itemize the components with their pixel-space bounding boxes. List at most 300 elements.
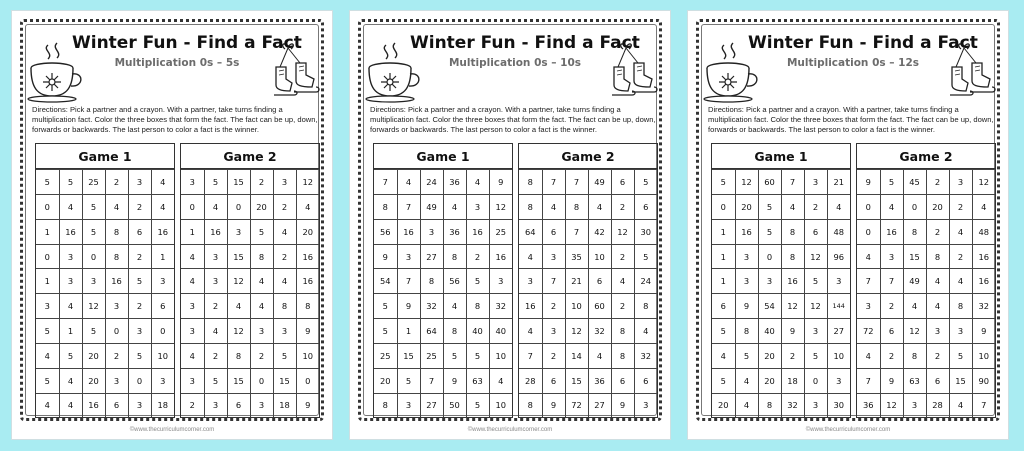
grid-cell[interactable]: 3 — [128, 393, 151, 417]
grid-cell[interactable]: 7 — [565, 170, 588, 195]
grid-cell[interactable]: 3 — [542, 244, 565, 269]
grid-cell[interactable]: 8 — [565, 194, 588, 219]
grid-cell[interactable]: 10 — [588, 244, 611, 269]
grid-cell[interactable]: 10 — [151, 344, 174, 369]
grid-cell[interactable]: 4 — [489, 368, 512, 393]
grid-cell[interactable]: 20 — [758, 368, 781, 393]
grid-cell[interactable]: 3 — [857, 294, 880, 319]
grid-cell[interactable]: 9 — [735, 294, 758, 319]
grid-cell[interactable]: 6 — [611, 170, 634, 195]
grid-cell[interactable]: 8 — [519, 194, 542, 219]
grid-cell[interactable]: 5 — [804, 344, 827, 369]
grid-cell[interactable]: 2 — [105, 170, 128, 195]
grid-cell[interactable]: 4 — [972, 194, 995, 219]
grid-cell[interactable]: 2 — [128, 194, 151, 219]
grid-cell[interactable]: 3 — [827, 269, 850, 294]
grid-cell[interactable]: 0 — [128, 368, 151, 393]
grid-cell[interactable]: 48 — [827, 219, 850, 244]
grid-cell[interactable]: 16 — [972, 269, 995, 294]
grid-cell[interactable]: 6 — [128, 219, 151, 244]
grid-cell[interactable]: 5 — [59, 344, 82, 369]
grid-cell[interactable]: 10 — [296, 344, 319, 369]
grid-cell[interactable]: 9 — [397, 294, 420, 319]
grid-cell[interactable]: 4 — [949, 393, 972, 417]
grid-cell[interactable]: 4 — [204, 194, 227, 219]
grid-cell[interactable]: 4 — [634, 319, 657, 344]
grid-cell[interactable]: 4 — [59, 368, 82, 393]
grid-cell[interactable]: 15 — [565, 368, 588, 393]
grid-cell[interactable]: 4 — [857, 344, 880, 369]
grid-cell[interactable]: 8 — [296, 294, 319, 319]
grid-cell[interactable]: 16 — [489, 244, 512, 269]
grid-cell[interactable]: 8 — [735, 319, 758, 344]
grid-cell[interactable]: 0 — [758, 244, 781, 269]
grid-cell[interactable]: 4 — [903, 294, 926, 319]
grid-cell[interactable]: 28 — [519, 368, 542, 393]
grid-cell[interactable]: 4 — [926, 269, 949, 294]
grid-cell[interactable]: 0 — [857, 194, 880, 219]
grid-cell[interactable]: 2 — [926, 219, 949, 244]
grid-cell[interactable]: 3 — [489, 269, 512, 294]
grid-cell[interactable]: 5 — [128, 344, 151, 369]
grid-cell[interactable]: 42 — [588, 219, 611, 244]
grid-cell[interactable]: 5 — [466, 344, 489, 369]
grid-cell[interactable]: 4 — [735, 393, 758, 417]
grid-cell[interactable]: 21 — [565, 269, 588, 294]
grid-cell[interactable]: 5 — [250, 219, 273, 244]
grid-cell[interactable]: 4 — [250, 294, 273, 319]
grid-cell[interactable]: 5 — [204, 170, 227, 195]
grid-cell[interactable]: 12 — [227, 319, 250, 344]
grid-cell[interactable]: 5 — [443, 344, 466, 369]
grid-cell[interactable]: 6 — [105, 393, 128, 417]
grid-cell[interactable]: 7 — [857, 269, 880, 294]
grid-cell[interactable]: 16 — [781, 269, 804, 294]
grid-cell[interactable]: 1 — [36, 269, 59, 294]
grid-cell[interactable]: 3 — [36, 294, 59, 319]
grid-cell[interactable]: 6 — [634, 194, 657, 219]
grid-cell[interactable]: 1 — [712, 244, 735, 269]
grid-cell[interactable]: 7 — [420, 368, 443, 393]
grid-cell[interactable]: 2 — [611, 294, 634, 319]
grid-cell[interactable]: 3 — [105, 368, 128, 393]
grid-cell[interactable]: 24 — [420, 170, 443, 195]
grid-cell[interactable]: 60 — [588, 294, 611, 319]
grid-cell[interactable]: 4 — [781, 194, 804, 219]
grid-cell[interactable]: 12 — [804, 244, 827, 269]
grid-cell[interactable]: 2 — [880, 344, 903, 369]
grid-cell[interactable]: 49 — [588, 170, 611, 195]
grid-cell[interactable]: 5 — [804, 269, 827, 294]
grid-cell[interactable]: 20 — [374, 368, 397, 393]
grid-cell[interactable]: 3 — [519, 269, 542, 294]
grid-cell[interactable]: 14 — [565, 344, 588, 369]
grid-cell[interactable]: 54 — [758, 294, 781, 319]
grid-cell[interactable]: 63 — [466, 368, 489, 393]
grid-cell[interactable]: 4 — [181, 244, 204, 269]
grid-cell[interactable]: 18 — [781, 368, 804, 393]
grid-cell[interactable]: 1 — [151, 244, 174, 269]
grid-cell[interactable]: 40 — [466, 319, 489, 344]
grid-cell[interactable]: 3 — [804, 319, 827, 344]
grid-cell[interactable]: 4 — [273, 219, 296, 244]
grid-cell[interactable]: 8 — [250, 244, 273, 269]
grid-cell[interactable]: 6 — [227, 393, 250, 417]
grid-cell[interactable]: 8 — [926, 244, 949, 269]
grid-cell[interactable]: 5 — [758, 219, 781, 244]
grid-cell[interactable]: 9 — [374, 244, 397, 269]
grid-cell[interactable]: 15 — [227, 170, 250, 195]
grid-cell[interactable]: 16 — [204, 219, 227, 244]
grid-cell[interactable]: 0 — [36, 194, 59, 219]
grid-cell[interactable]: 4 — [949, 269, 972, 294]
grid-cell[interactable]: 8 — [611, 319, 634, 344]
grid-cell[interactable]: 20 — [250, 194, 273, 219]
grid-cell[interactable]: 0 — [82, 244, 105, 269]
grid-cell[interactable]: 12 — [489, 194, 512, 219]
grid-cell[interactable]: 3 — [397, 393, 420, 417]
grid-cell[interactable]: 3 — [949, 319, 972, 344]
grid-cell[interactable]: 3 — [903, 393, 926, 417]
grid-cell[interactable]: 0 — [181, 194, 204, 219]
grid-cell[interactable]: 15 — [227, 244, 250, 269]
grid-cell[interactable]: 36 — [443, 219, 466, 244]
grid-cell[interactable]: 25 — [420, 344, 443, 369]
grid-cell[interactable]: 2 — [204, 294, 227, 319]
grid-cell[interactable]: 5 — [949, 344, 972, 369]
grid-cell[interactable]: 4 — [296, 194, 319, 219]
grid-cell[interactable]: 5 — [397, 368, 420, 393]
grid-cell[interactable]: 7 — [542, 269, 565, 294]
grid-cell[interactable]: 10 — [972, 344, 995, 369]
grid-cell[interactable]: 16 — [296, 269, 319, 294]
grid-cell[interactable]: 24 — [634, 269, 657, 294]
grid-cell[interactable]: 16 — [735, 219, 758, 244]
grid-cell[interactable]: 32 — [781, 393, 804, 417]
grid-cell[interactable]: 2 — [273, 194, 296, 219]
grid-cell[interactable]: 12 — [82, 294, 105, 319]
grid-cell[interactable]: 9 — [542, 393, 565, 417]
grid-cell[interactable]: 1 — [59, 319, 82, 344]
grid-cell[interactable]: 2 — [250, 170, 273, 195]
grid-cell[interactable]: 1 — [36, 219, 59, 244]
grid-cell[interactable]: 16 — [519, 294, 542, 319]
grid-cell[interactable]: 64 — [420, 319, 443, 344]
grid-cell[interactable]: 36 — [443, 170, 466, 195]
grid-cell[interactable]: 32 — [972, 294, 995, 319]
grid-cell[interactable]: 3 — [59, 269, 82, 294]
grid-cell[interactable]: 3 — [227, 219, 250, 244]
grid-cell[interactable]: 4 — [227, 294, 250, 319]
grid-cell[interactable]: 15 — [273, 368, 296, 393]
grid-cell[interactable]: 2 — [949, 194, 972, 219]
grid-cell[interactable]: 50 — [443, 393, 466, 417]
grid-cell[interactable]: 3 — [151, 269, 174, 294]
grid-cell[interactable]: 8 — [949, 294, 972, 319]
grid-cell[interactable]: 8 — [466, 294, 489, 319]
grid-cell[interactable]: 3 — [105, 294, 128, 319]
grid-cell[interactable]: 25 — [489, 219, 512, 244]
grid-cell[interactable]: 12 — [296, 170, 319, 195]
grid-cell[interactable]: 2 — [926, 170, 949, 195]
grid-cell[interactable]: 18 — [151, 393, 174, 417]
grid-cell[interactable]: 6 — [588, 269, 611, 294]
grid-cell[interactable]: 4 — [466, 170, 489, 195]
grid-cell[interactable]: 3 — [181, 368, 204, 393]
grid-cell[interactable]: 40 — [758, 319, 781, 344]
grid-cell[interactable]: 4 — [926, 294, 949, 319]
grid-cell[interactable]: 6 — [611, 368, 634, 393]
grid-cell[interactable]: 8 — [903, 219, 926, 244]
grid-cell[interactable]: 64 — [519, 219, 542, 244]
grid-cell[interactable]: 56 — [374, 219, 397, 244]
grid-cell[interactable]: 6 — [804, 219, 827, 244]
grid-cell[interactable]: 5 — [634, 244, 657, 269]
grid-cell[interactable]: 4 — [542, 194, 565, 219]
grid-cell[interactable]: 72 — [565, 393, 588, 417]
grid-cell[interactable]: 20 — [735, 194, 758, 219]
grid-cell[interactable]: 2 — [804, 194, 827, 219]
grid-cell[interactable]: 3 — [181, 319, 204, 344]
grid-cell[interactable]: 9 — [296, 393, 319, 417]
grid-cell[interactable]: 7 — [397, 269, 420, 294]
grid-cell[interactable]: 3 — [827, 368, 850, 393]
grid-cell[interactable]: 0 — [903, 194, 926, 219]
grid-cell[interactable]: 2 — [250, 344, 273, 369]
grid-cell[interactable]: 12 — [611, 219, 634, 244]
grid-cell[interactable]: 4 — [151, 170, 174, 195]
grid-cell[interactable]: 3 — [880, 244, 903, 269]
grid-cell[interactable]: 12 — [735, 170, 758, 195]
grid-cell[interactable]: 4 — [105, 194, 128, 219]
grid-cell[interactable]: 8 — [781, 219, 804, 244]
grid-cell[interactable]: 28 — [926, 393, 949, 417]
grid-cell[interactable]: 54 — [374, 269, 397, 294]
grid-cell[interactable]: 9 — [489, 170, 512, 195]
grid-cell[interactable]: 20 — [712, 393, 735, 417]
grid-cell[interactable]: 2 — [949, 244, 972, 269]
grid-cell[interactable]: 72 — [857, 319, 880, 344]
grid-cell[interactable]: 4 — [273, 269, 296, 294]
grid-cell[interactable]: 16 — [151, 219, 174, 244]
grid-cell[interactable]: 15 — [903, 244, 926, 269]
grid-cell[interactable]: 5 — [374, 294, 397, 319]
grid-cell[interactable]: 10 — [565, 294, 588, 319]
grid-cell[interactable]: 90 — [972, 368, 995, 393]
grid-cell[interactable]: 4 — [36, 344, 59, 369]
grid-cell[interactable]: 25 — [374, 344, 397, 369]
grid-cell[interactable]: 3 — [204, 393, 227, 417]
grid-cell[interactable]: 0 — [105, 319, 128, 344]
grid-cell[interactable]: 5 — [128, 269, 151, 294]
grid-cell[interactable]: 35 — [565, 244, 588, 269]
grid-cell[interactable]: 20 — [82, 344, 105, 369]
grid-cell[interactable]: 48 — [972, 219, 995, 244]
grid-cell[interactable]: 8 — [758, 393, 781, 417]
grid-cell[interactable]: 12 — [903, 319, 926, 344]
grid-cell[interactable]: 7 — [397, 194, 420, 219]
grid-cell[interactable]: 16 — [296, 244, 319, 269]
grid-cell[interactable]: 2 — [926, 344, 949, 369]
grid-cell[interactable]: 2 — [128, 294, 151, 319]
grid-cell[interactable]: 12 — [227, 269, 250, 294]
grid-cell[interactable]: 27 — [827, 319, 850, 344]
grid-cell[interactable]: 8 — [443, 319, 466, 344]
grid-cell[interactable]: 3 — [949, 170, 972, 195]
grid-cell[interactable]: 4 — [712, 344, 735, 369]
grid-cell[interactable]: 18 — [273, 393, 296, 417]
grid-cell[interactable]: 9 — [296, 319, 319, 344]
grid-cell[interactable]: 0 — [296, 368, 319, 393]
grid-cell[interactable]: 3 — [204, 269, 227, 294]
grid-cell[interactable]: 5 — [735, 344, 758, 369]
grid-cell[interactable]: 0 — [151, 319, 174, 344]
grid-cell[interactable]: 36 — [857, 393, 880, 417]
grid-cell[interactable]: 20 — [758, 344, 781, 369]
grid-cell[interactable]: 4 — [735, 368, 758, 393]
grid-cell[interactable]: 4 — [204, 319, 227, 344]
grid-cell[interactable]: 9 — [857, 170, 880, 195]
grid-cell[interactable]: 8 — [903, 344, 926, 369]
grid-cell[interactable]: 30 — [827, 393, 850, 417]
grid-cell[interactable]: 3 — [758, 269, 781, 294]
grid-cell[interactable]: 8 — [273, 294, 296, 319]
grid-cell[interactable]: 3 — [735, 269, 758, 294]
grid-cell[interactable]: 6 — [880, 319, 903, 344]
grid-cell[interactable]: 49 — [903, 269, 926, 294]
grid-cell[interactable]: 4 — [59, 194, 82, 219]
grid-cell[interactable]: 32 — [588, 319, 611, 344]
grid-cell[interactable]: 4 — [59, 294, 82, 319]
grid-cell[interactable]: 3 — [397, 244, 420, 269]
grid-cell[interactable]: 0 — [227, 194, 250, 219]
grid-cell[interactable]: 12 — [565, 319, 588, 344]
grid-cell[interactable]: 15 — [227, 368, 250, 393]
grid-cell[interactable]: 4 — [880, 194, 903, 219]
grid-cell[interactable]: 27 — [420, 244, 443, 269]
grid-cell[interactable]: 3 — [273, 170, 296, 195]
grid-cell[interactable]: 32 — [420, 294, 443, 319]
grid-cell[interactable]: 15 — [397, 344, 420, 369]
grid-cell[interactable]: 2 — [611, 194, 634, 219]
grid-cell[interactable]: 7 — [857, 368, 880, 393]
grid-cell[interactable]: 8 — [374, 194, 397, 219]
grid-cell[interactable]: 7 — [781, 170, 804, 195]
grid-cell[interactable]: 5 — [712, 170, 735, 195]
grid-cell[interactable]: 4 — [250, 269, 273, 294]
grid-cell[interactable]: 16 — [59, 219, 82, 244]
grid-cell[interactable]: 12 — [804, 294, 827, 319]
grid-cell[interactable]: 5 — [82, 219, 105, 244]
grid-cell[interactable]: 40 — [489, 319, 512, 344]
grid-cell[interactable]: 7 — [542, 170, 565, 195]
grid-cell[interactable]: 1 — [712, 219, 735, 244]
grid-cell[interactable]: 25 — [82, 170, 105, 195]
grid-cell[interactable]: 20 — [926, 194, 949, 219]
grid-cell[interactable]: 9 — [781, 319, 804, 344]
grid-cell[interactable]: 8 — [519, 393, 542, 417]
grid-cell[interactable]: 4 — [443, 294, 466, 319]
grid-cell[interactable]: 4 — [588, 194, 611, 219]
grid-cell[interactable]: 10 — [827, 344, 850, 369]
grid-cell[interactable]: 5 — [204, 368, 227, 393]
grid-cell[interactable]: 3 — [466, 194, 489, 219]
grid-cell[interactable]: 3 — [804, 393, 827, 417]
grid-cell[interactable]: 1 — [397, 319, 420, 344]
grid-cell[interactable]: 4 — [857, 244, 880, 269]
grid-cell[interactable]: 3 — [128, 170, 151, 195]
grid-cell[interactable]: 6 — [542, 219, 565, 244]
grid-cell[interactable]: 4 — [397, 170, 420, 195]
grid-cell[interactable]: 36 — [588, 368, 611, 393]
grid-cell[interactable]: 15 — [949, 368, 972, 393]
grid-cell[interactable]: 3 — [250, 319, 273, 344]
grid-cell[interactable]: 27 — [588, 393, 611, 417]
grid-cell[interactable]: 8 — [611, 344, 634, 369]
grid-cell[interactable]: 2 — [611, 244, 634, 269]
grid-cell[interactable]: 9 — [880, 368, 903, 393]
grid-cell[interactable]: 7 — [519, 344, 542, 369]
grid-cell[interactable]: 6 — [151, 294, 174, 319]
grid-cell[interactable]: 8 — [781, 244, 804, 269]
grid-cell[interactable]: 7 — [374, 170, 397, 195]
grid-cell[interactable]: 3 — [250, 393, 273, 417]
grid-cell[interactable]: 96 — [827, 244, 850, 269]
grid-cell[interactable]: 3 — [804, 170, 827, 195]
grid-cell[interactable]: 2 — [466, 244, 489, 269]
grid-cell[interactable]: 8 — [634, 294, 657, 319]
grid-cell[interactable]: 7 — [880, 269, 903, 294]
grid-cell[interactable]: 8 — [227, 344, 250, 369]
grid-cell[interactable]: 8 — [420, 269, 443, 294]
grid-cell[interactable]: 8 — [374, 393, 397, 417]
grid-cell[interactable]: 4 — [181, 344, 204, 369]
grid-cell[interactable]: 8 — [105, 219, 128, 244]
grid-cell[interactable]: 45 — [903, 170, 926, 195]
grid-cell[interactable]: 10 — [489, 393, 512, 417]
grid-cell[interactable]: 2 — [542, 344, 565, 369]
grid-cell[interactable]: 0 — [36, 244, 59, 269]
grid-cell[interactable]: 0 — [804, 368, 827, 393]
grid-cell[interactable]: 30 — [634, 219, 657, 244]
grid-cell[interactable]: 6 — [926, 368, 949, 393]
grid-cell[interactable]: 32 — [634, 344, 657, 369]
grid-cell[interactable]: 3 — [273, 319, 296, 344]
grid-cell[interactable]: 16 — [105, 269, 128, 294]
grid-cell[interactable]: 6 — [712, 294, 735, 319]
grid-cell[interactable]: 27 — [420, 393, 443, 417]
grid-cell[interactable]: 0 — [712, 194, 735, 219]
grid-cell[interactable]: 3 — [59, 244, 82, 269]
grid-cell[interactable]: 5 — [466, 393, 489, 417]
grid-cell[interactable]: 16 — [397, 219, 420, 244]
grid-cell[interactable]: 8 — [443, 244, 466, 269]
grid-cell[interactable]: 5 — [880, 170, 903, 195]
grid-cell[interactable]: 16 — [880, 219, 903, 244]
grid-cell[interactable]: 5 — [466, 269, 489, 294]
grid-cell[interactable]: 56 — [443, 269, 466, 294]
grid-cell[interactable]: 3 — [151, 368, 174, 393]
grid-cell[interactable]: 3 — [181, 294, 204, 319]
grid-cell[interactable]: 5 — [36, 368, 59, 393]
grid-cell[interactable]: 2 — [880, 294, 903, 319]
grid-cell[interactable]: 5 — [374, 319, 397, 344]
grid-cell[interactable]: 4 — [59, 393, 82, 417]
grid-cell[interactable]: 20 — [296, 219, 319, 244]
grid-cell[interactable]: 3 — [128, 319, 151, 344]
grid-cell[interactable]: 2 — [542, 294, 565, 319]
grid-cell[interactable]: 4 — [36, 393, 59, 417]
